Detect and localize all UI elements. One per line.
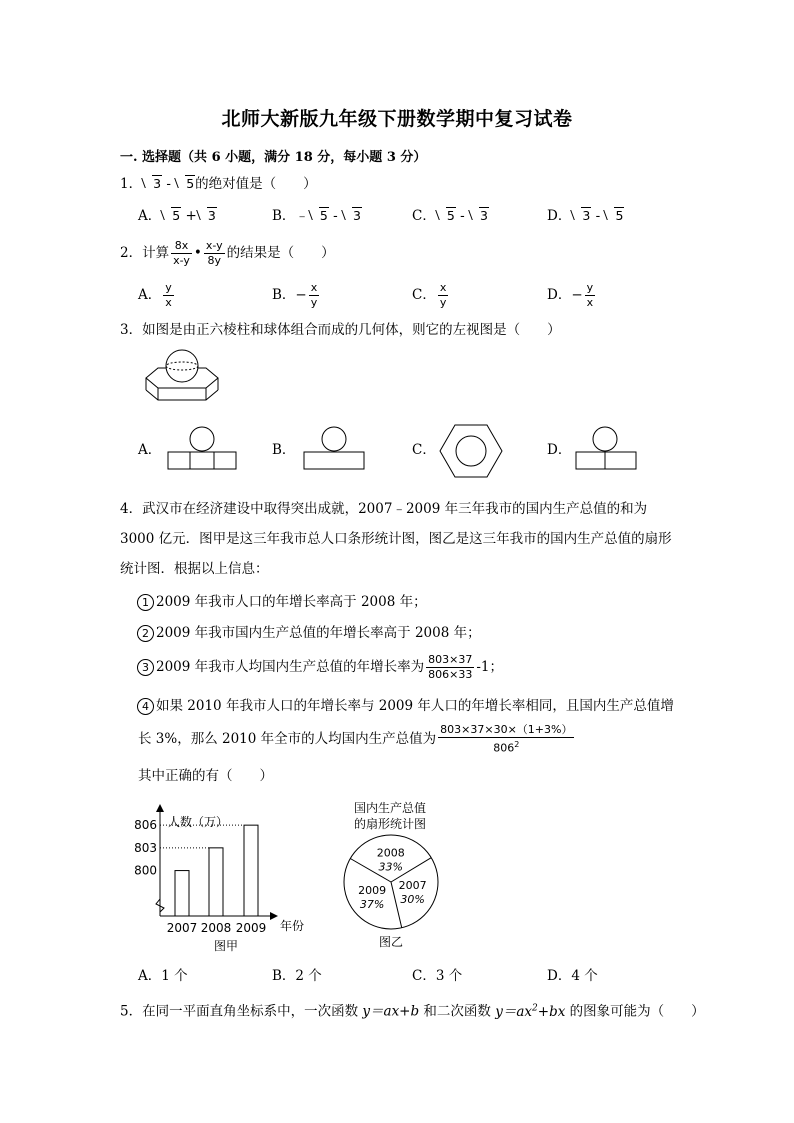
denominator: x bbox=[586, 296, 594, 309]
numerator: x bbox=[310, 281, 318, 294]
operator: - bbox=[328, 208, 343, 224]
view-b-icon bbox=[300, 424, 370, 472]
radicand: 3 bbox=[207, 208, 216, 223]
q2-option-d[interactable] bbox=[547, 278, 597, 312]
numerator: x bbox=[439, 281, 447, 294]
radicand: 5 bbox=[319, 208, 328, 223]
numerator: y bbox=[586, 281, 594, 294]
denominator-base: 806 bbox=[493, 741, 515, 755]
quadratic-function bbox=[495, 1004, 565, 1020]
q2-option-c[interactable] bbox=[412, 278, 450, 312]
slice-percent: 33% bbox=[378, 860, 403, 874]
numerator: 803×37 bbox=[428, 653, 473, 666]
fraction bbox=[163, 281, 174, 310]
q1-option-d[interactable] bbox=[547, 206, 624, 226]
option-label: C． bbox=[412, 287, 436, 303]
radicand: 3 bbox=[353, 208, 361, 223]
fraction bbox=[309, 281, 320, 310]
q4-option-d[interactable]: D．4 个 bbox=[547, 968, 598, 984]
radicand: 3 bbox=[479, 208, 488, 223]
question-text: 和二次函数 bbox=[419, 1003, 496, 1020]
denominator: y bbox=[439, 296, 447, 309]
question-1 bbox=[120, 174, 317, 194]
sqrt bbox=[198, 206, 217, 226]
option-label: B． bbox=[272, 208, 296, 224]
numerator: y bbox=[165, 281, 172, 294]
question-5 bbox=[120, 998, 705, 1022]
quadratic-part: y＝ax bbox=[495, 1003, 533, 1020]
circled-number: 3 bbox=[137, 659, 154, 676]
slice-percent: 30% bbox=[400, 893, 425, 907]
statement-text: 如果 2010 年我市人口的年增长率与 2009 年人口的年增长率相同，且国内生产总值增 bbox=[156, 698, 674, 714]
question-4-intro: 4．武汉市在经济建设中取得突出成就，2007﹣2009 年三年我市的国内生产总值的和为 3000 亿元．图甲是这三年我市总人口条形统计图，图乙是这三年我市的国内生产总值的扇形统计图．根据以上信息： bbox=[120, 501, 672, 577]
statement-text: 2009 年我市国内生产总值的年增长率高于 2008 年； bbox=[156, 625, 481, 641]
sqrt bbox=[572, 206, 591, 226]
fraction bbox=[426, 653, 474, 682]
option-label: B． bbox=[272, 442, 296, 458]
question-text: 的绝对值是（ ） bbox=[195, 176, 317, 192]
option-label: A． bbox=[138, 442, 162, 458]
multiply-dot: • bbox=[193, 245, 202, 261]
question-number: 2．计算 bbox=[120, 245, 170, 261]
y-tick-label: 800 bbox=[134, 863, 157, 878]
fraction bbox=[585, 281, 596, 310]
exponent: 2 bbox=[514, 740, 520, 750]
y-axis-label: 人数（万） bbox=[168, 815, 229, 829]
statement-2 bbox=[137, 623, 481, 643]
question-text: 的图象可能为（ ） bbox=[565, 1003, 705, 1020]
denominator: x bbox=[165, 296, 172, 309]
question-text: 的结果是（ ） bbox=[226, 245, 335, 261]
population-bar-chart bbox=[130, 804, 320, 956]
sign: − bbox=[571, 287, 583, 303]
hexagon-view-icon bbox=[436, 420, 506, 482]
numerator: x-y bbox=[205, 239, 223, 252]
statement-text: 2009 年我市人均国内生产总值的年增长率为 bbox=[156, 659, 425, 675]
circled-number: 1 bbox=[137, 594, 154, 611]
hex-prism-sphere-figure bbox=[140, 348, 224, 404]
operator: - bbox=[591, 208, 605, 224]
x-tick-label: 2007 bbox=[166, 921, 198, 935]
slice-label: 2008 bbox=[376, 846, 405, 860]
option-label: D． bbox=[547, 208, 572, 224]
sqrt bbox=[343, 206, 362, 226]
q1-option-a[interactable] bbox=[138, 206, 217, 226]
denominator: 806×33 bbox=[428, 668, 473, 681]
pie-title-line-1: 国内生产总值 bbox=[353, 801, 426, 815]
radicand: 5 bbox=[446, 208, 455, 223]
sqrt-3 bbox=[143, 174, 162, 194]
denominator bbox=[438, 738, 574, 756]
chart-caption: 图乙 bbox=[378, 935, 404, 949]
numerator: 8x bbox=[171, 239, 192, 254]
slice-percent: 37% bbox=[359, 898, 385, 912]
y-axis-arrow bbox=[156, 804, 164, 812]
q4-option-c[interactable]: C．3 个 bbox=[412, 968, 463, 984]
sign: ﹣ bbox=[295, 208, 309, 224]
numerator: 803×37×30×（1+3%） bbox=[440, 723, 573, 737]
q4-option-b[interactable]: B．2 个 bbox=[272, 968, 322, 984]
operator: + bbox=[181, 208, 197, 224]
fraction bbox=[438, 723, 574, 756]
sqrt bbox=[310, 206, 329, 226]
sqrt bbox=[162, 206, 181, 226]
question-3: 3．如图是由正六棱柱和球体组合而成的几何体，则它的左视图是（ ） bbox=[120, 322, 561, 338]
q3-option-c[interactable] bbox=[412, 440, 436, 460]
statement-1 bbox=[137, 592, 427, 612]
q4-option-a[interactable]: A．1 个 bbox=[138, 968, 188, 984]
bar bbox=[244, 825, 258, 916]
q2-option-b[interactable] bbox=[272, 278, 321, 312]
linear-function: y＝ax+b bbox=[362, 1003, 420, 1020]
circled-number: 2 bbox=[137, 625, 154, 642]
fraction bbox=[171, 239, 192, 268]
question-2 bbox=[120, 236, 335, 270]
q2-option-a[interactable] bbox=[138, 278, 176, 312]
option-label: A． bbox=[138, 208, 162, 224]
denominator: x-y bbox=[173, 254, 190, 267]
chart-caption: 图甲 bbox=[213, 939, 239, 953]
option-label: C． bbox=[412, 208, 436, 224]
option-label: C． bbox=[412, 442, 436, 458]
minus-sign: - bbox=[162, 176, 176, 192]
bar bbox=[175, 871, 189, 916]
bar bbox=[209, 848, 223, 916]
sqrt bbox=[470, 206, 489, 226]
slice-label: 2007 bbox=[398, 879, 427, 893]
slice-label: 2009 bbox=[358, 884, 387, 898]
x-tick-label: 2008 bbox=[200, 921, 232, 935]
sign: − bbox=[295, 287, 307, 303]
view-a-icon bbox=[164, 424, 240, 472]
operator: - bbox=[455, 208, 469, 224]
question-4-ask: 其中正确的有（ ） bbox=[138, 768, 273, 784]
question-number: 1． bbox=[120, 176, 143, 192]
quadratic-part: +bx bbox=[537, 1003, 566, 1020]
option-label: B． bbox=[272, 287, 296, 303]
radicand: 3 bbox=[153, 176, 162, 191]
x-tick-label: 2009 bbox=[235, 921, 267, 935]
denominator: 8y bbox=[207, 254, 222, 267]
q3-option-a[interactable] bbox=[138, 440, 161, 460]
sqrt-5 bbox=[176, 174, 195, 194]
radicand: 5 bbox=[615, 208, 624, 223]
pie-title-line-2: 的扇形统计图 bbox=[353, 817, 426, 831]
x-axis-label: 年份 bbox=[280, 919, 305, 933]
statement-4-cont bbox=[138, 722, 576, 756]
option-label: A． bbox=[138, 287, 162, 303]
page-title: 北师大新版九年级下册数学期中复习试卷 bbox=[221, 108, 573, 130]
question-text: 5．在同一平面直角坐标系中，一次函数 bbox=[120, 1003, 363, 1020]
option-label: D． bbox=[547, 442, 572, 458]
statement-3 bbox=[137, 650, 503, 684]
q1-option-c[interactable] bbox=[412, 206, 489, 226]
statement-text: 2009 年我市人口的年增长率高于 2008 年； bbox=[156, 594, 427, 610]
statement-tail: -1； bbox=[476, 659, 504, 675]
fraction bbox=[438, 281, 449, 310]
section-heading: 一. 选择题（共 6 小题，满分 18 分，每小题 3 分） bbox=[120, 150, 427, 165]
x-axis-arrow bbox=[270, 912, 278, 920]
statement-text: 长 3%，那么 2010 年全市的人均国内生产总值为 bbox=[138, 731, 437, 747]
circled-number: 4 bbox=[137, 698, 154, 715]
radicand: 5 bbox=[172, 208, 181, 223]
view-d-icon bbox=[572, 424, 640, 472]
gdp-pie-chart bbox=[336, 832, 446, 952]
denominator: y bbox=[310, 296, 318, 309]
q3-option-b[interactable] bbox=[272, 440, 295, 460]
option-label: D． bbox=[547, 287, 572, 303]
y-tick-label: 806 bbox=[134, 818, 157, 833]
statement-4 bbox=[137, 696, 674, 716]
pie-title bbox=[342, 800, 438, 832]
radicand: 3 bbox=[582, 208, 591, 223]
q3-option-d[interactable] bbox=[547, 440, 571, 460]
sqrt bbox=[605, 206, 624, 226]
exponent: 2 bbox=[532, 1003, 538, 1013]
radicand: 5 bbox=[186, 176, 195, 191]
fraction bbox=[204, 239, 225, 268]
sqrt bbox=[437, 206, 456, 226]
q1-option-b[interactable] bbox=[272, 206, 362, 226]
y-tick-label: 803 bbox=[134, 840, 157, 855]
